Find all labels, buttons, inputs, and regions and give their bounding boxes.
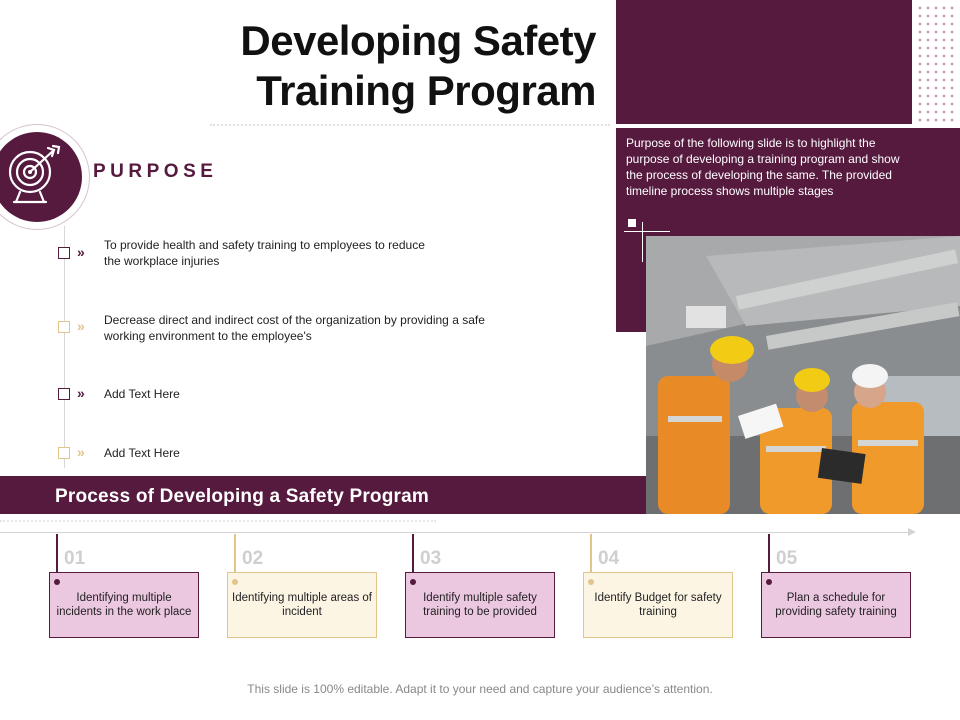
dot-pattern xyxy=(916,4,956,124)
step-box xyxy=(227,572,377,638)
step-dot xyxy=(232,579,238,585)
purpose-item: To provide health and safety training to employees to reduce the workplace injuries xyxy=(104,238,425,268)
step-dot xyxy=(54,579,60,585)
footer-note: This slide is 100% editable. Adapt it to your need and capture your audience’s attention. xyxy=(247,682,713,696)
title-divider xyxy=(210,124,610,126)
purple-header-block xyxy=(616,0,912,124)
bullet-checkbox[interactable] xyxy=(58,447,70,459)
step-box xyxy=(405,572,555,638)
purpose-item: Add Text Here xyxy=(104,387,180,401)
chevron-right-icon: » xyxy=(77,444,85,460)
slide-description: Purpose of the following slide is to highlight the purpose of developing a training program and show the process of developing the same. The provided timeline process shows multiple stages xyxy=(626,136,900,198)
step-text: Identify multiple safety training to be provided xyxy=(423,592,537,618)
step-text: Identifying multiple incidents in the work place xyxy=(56,592,192,618)
timeline-arrow-icon xyxy=(908,528,916,536)
step-number: 02 xyxy=(242,548,264,569)
bullet-checkbox[interactable] xyxy=(58,388,70,400)
step-box xyxy=(761,572,911,638)
crosshair-vertical xyxy=(642,222,643,262)
chevron-right-icon: » xyxy=(77,385,85,401)
step-number: 03 xyxy=(420,548,442,569)
white-square-marker xyxy=(628,219,636,227)
step-text: Plan a schedule for providing safety training xyxy=(775,592,897,618)
step-dot xyxy=(588,579,594,585)
target-arrow-icon xyxy=(2,142,66,208)
step-dot xyxy=(766,579,772,585)
purpose-item: Add Text Here xyxy=(104,446,180,460)
process-divider xyxy=(0,520,436,522)
crosshair-horizontal xyxy=(624,231,670,232)
step-number: 01 xyxy=(64,548,86,569)
step-number: 04 xyxy=(598,548,620,569)
bullet-connector-line xyxy=(64,226,65,468)
bullet-checkbox[interactable] xyxy=(58,247,70,259)
slide-title: Developing Safety Training Program xyxy=(240,17,596,114)
step-dot xyxy=(410,579,416,585)
step-number: 05 xyxy=(776,548,798,569)
workers-photo xyxy=(646,236,960,514)
bullet-checkbox[interactable] xyxy=(58,321,70,333)
step-text: Identifying multiple areas of incident xyxy=(232,592,372,618)
step-box xyxy=(583,572,733,638)
purpose-heading: PURPOSE xyxy=(93,161,218,182)
purpose-item: Decrease direct and indirect cost of the organization by providing a safe working environment to the employee's xyxy=(104,313,485,343)
chevron-right-icon: » xyxy=(77,318,85,334)
step-box xyxy=(49,572,199,638)
step-text: Identify Budget for safety training xyxy=(594,592,722,618)
process-title: Process of Developing a Safety Program xyxy=(55,486,429,507)
chevron-right-icon: » xyxy=(77,244,85,260)
timeline-line xyxy=(0,532,912,533)
